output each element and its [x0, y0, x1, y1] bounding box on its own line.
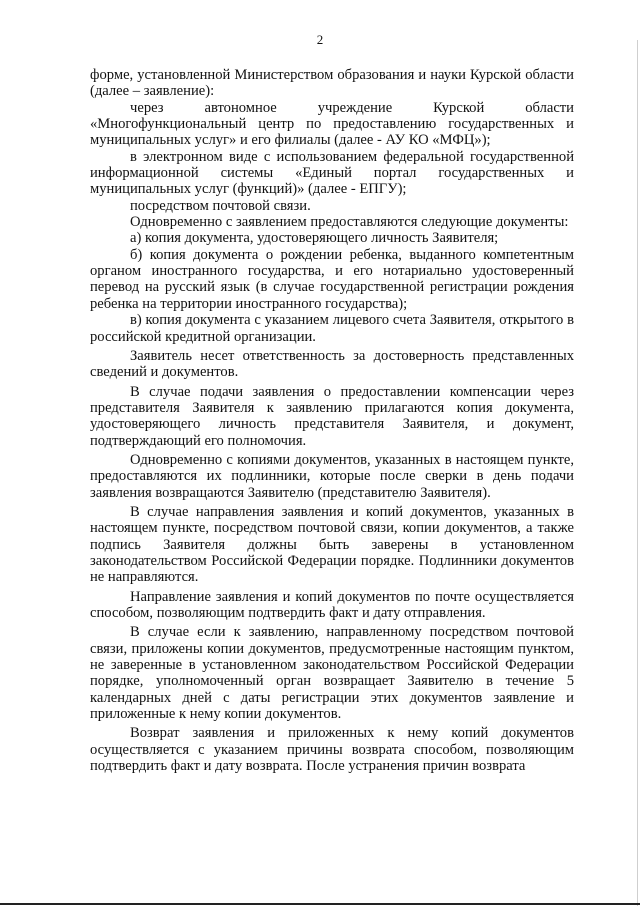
paragraph-responsibility: Заявитель несет ответственность за достоверность представленных сведений и документов.	[90, 347, 574, 381]
paragraph-via-mfc: через автономное учреждение Курской области «Многофункциональный центр по предоставлению государственных и муниципальных услуг» и его филиалы (далее - АУ КО «МФЦ»);	[90, 99, 574, 149]
paragraph-item-c: в) копия документа с указанием лицевого счета Заявителя, открытого в российской кредитной организации.	[90, 312, 574, 345]
scan-edge-bottom	[0, 903, 640, 905]
paragraph-uncertified-copies: В случае если к заявлению, направленному посредством почтовой связи, приложены копии документов, предусмотренные настоящим пунктом, не заверенные в установленном законодательством Российской Федерации порядке, уполномоченный орган возвращает Заявителю в течение 5 календарных дней с даты регистрации этих документов заявление и приложенные к нему копии документов.	[90, 624, 574, 723]
paragraph-documents-intro: Одновременно с заявлением предоставляются следующие документы:	[130, 214, 569, 231]
paragraph-item-b: б) копия документа о рождении ребенка, выданного компетентным органом иностранного государства, и его нотариально удостоверенный перевод на русский язык (в случае государственной регистрации рождения ребенка на территории иностранного государства);	[90, 246, 574, 312]
paragraph-item-a: а) копия документа, удостоверяющего личность Заявителя;	[130, 230, 499, 247]
paragraph-return: Возврат заявления и приложенных к нему копий документов осуществляется с указанием причины возврата способом, позволяющим подтвердить факт и дату возврата. После устранения причин возврата	[90, 725, 574, 775]
paragraph-via-epgu: в электронном виде с использованием федеральной государственной информационной системы «Единый портал государственных и муниципальных услуг (функций)» (далее - ЕПГУ);	[90, 148, 574, 198]
document-body	[90, 67, 574, 774]
paragraph-postal-method: Направление заявления и копий документов по почте осуществляется способом, позволяющим подтвердить факт и дату отправления.	[90, 588, 574, 621]
paragraph-form-definition: форме, установленной Министерством образования и науки Курской области (далее – заявление):	[90, 67, 574, 100]
page-number: 2	[316, 32, 324, 47]
paragraph-originals: Одновременно с копиями документов, указанных в настоящем пункте, предоставляются их подлинники, которые после сверки в день подачи заявления возвращаются Заявителю (представителю Заявителя).	[90, 451, 574, 501]
paragraph-representative: В случае подачи заявления о предоставлении компенсации через представителя Заявителя к заявлению прилагаются копия документа, удостоверяющего личность представителя Заявителя, и документ, подтверждающий его полномочия.	[90, 383, 574, 449]
scan-edge-right	[637, 40, 638, 906]
paragraph-postal-submission: В случае направления заявления и копий документов, указанных в настоящем пункте, посредством почтовой связи, копии документов, а также подпись Заявителя должны быть заверены в установленном законодательством Российской Федерации порядке. Подлинники документов не направляются.	[90, 503, 574, 586]
paragraph-via-post: посредством почтовой связи.	[130, 197, 311, 214]
